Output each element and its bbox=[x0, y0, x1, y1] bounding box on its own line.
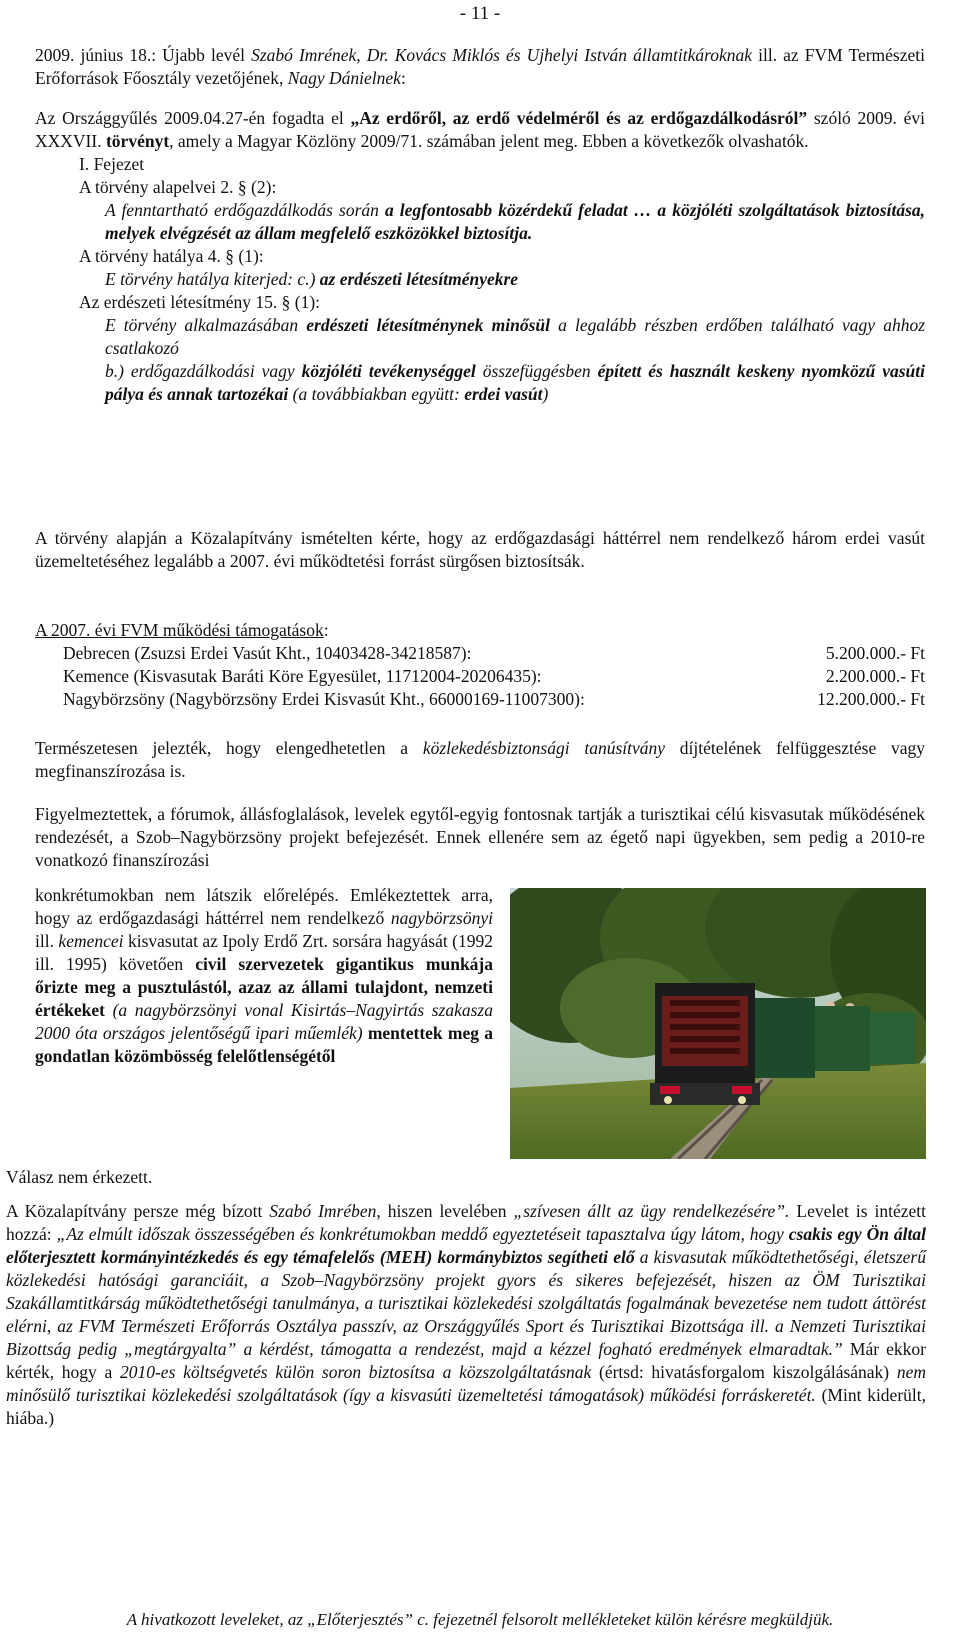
quote-railway: b.) erdőgazdálkodási vagy közjóléti tevékenységgel összefüggésben épített és használt keskeny nyomközű vasúti pálya és annak tartozékai (a továbbiakban együtt: erdei vasút) bbox=[105, 361, 925, 404]
scope-heading: A törvény hatálya 4. § (1): bbox=[79, 246, 264, 266]
support-row: Nagybörzsöny (Nagybörzsöny Erdei Kisvasút Kht., 66000169-11007300): 12.200.000.- Ft bbox=[63, 689, 925, 709]
support-title: A 2007. évi FVM működési támogatások: bbox=[35, 620, 329, 640]
warning-paragraph-continued: konkrétumokban nem látszik előrelépés. Emlékeztettek arra, hogy az erdőgazdasági háttérrel nem rendelkező nagybörzsönyi ill. kemencei kisvasutat az Ipoly Erdő Zrt. sorsára hagyását (1992 ill. 1995) követően civil szervezetek gigantikus munkája őrizte meg a pusztulástól, azaz az állami tulajdont, nemzeti értékeket (a nagybörzsönyi vonal Kisirtás–Nagyirtás szakasza 2000 óta országos jelentőségű ipari műemlék) mentettek meg a gondatlan közömbösség felelőtlenségétől bbox=[35, 885, 494, 1066]
law-paragraph: Az Országgyűlés 2009.04.27-én fogadta el „Az erdőről, az erdő védelméről és az erdőgazdálkodásról” szóló 2009. évi XXXVII. törvényt, amely a Magyar Közlöny 2009/71. számában jelent meg. Ebben a következők olvashatók. I. Fejezet A törvény alapelvei 2. § (2): A fenntartható erdőgazdálkodás során a legfontosabb közérdekű feladat … a közjóléti szolgáltatások biztosítása, melyek elvégzését az állam megfelelő eszközökkel biztosítja. A törvény hatálya 4. § (1): E törvény hatálya kiterjed: c.) az erdészeti létesítményekre Az erdészeti létesítmény 15. § (1): E törvény alkalmazásában erdészeti létesítménynek minősül a legalább részben erdőben található vagy ahhoz csatlakozó b.) erdőgazdálkodási vagy közjóléti tevékenységgel összefüggésben épített és használt keskeny nyomközű vasúti pálya és annak tartozékai (a továbbiakban együtt: erdei vasút) bbox=[35, 108, 926, 404]
train-photo-illustration bbox=[510, 888, 926, 1159]
final-paragraph: A Közalapítvány persze még bízott Szabó Imrében, hiszen levelében „szívesen állt az ügy rendelkezésére”. Levelet is intézett hozzá: „Az elmúlt időszak összességében és konkrétumokban meddő egyeztetéseit tapasztalva úgy látom, hogy csakis egy Ön által előterjesztett kormányintézkedés és egy témafelelős (MEH) kormánybiztos segítheti elő a kisvasutak működtethetőségi, életszerű közlekedési hatósági garanciáit, a Szob–Nagybörzsöny projekt gyors és sikeres befejezését, hiszen az ÖM Turisztikai Szakállamtitkárság működtethetőségi tanulmánya, a turisztikai közlekedési szolgáltatás fogalmának bevezetése nem tudott áttörést elérni, az FVM Természeti Erőforrás Osztálya passzív, az Országgyűlés Sport és Turisztikai Bizottsága ill. a Nemzeti Turisztikai Bizottság pedig „megtárgyalta” a kérdést, támogatta a rendezést, majd a kézzel fogható eredmények elmaradtak.” Már ekkor kérték, hogy a 2010-es költségvetés külön soron biztosítsa a közszolgáltatásnak (értsd: hivatásforgalom kiszolgálásának) nem minősülő turisztikai közlekedési szolgáltatások (így a kisvasúti üzemeltetési támogatások) működési forráskeretét. (Mint kiderült, hiába.) bbox=[6, 1201, 927, 1428]
warning-paragraph: Figyelmeztettek, a fórumok, állásfoglalások, levelek egytől-egyig fontosnak tartják a turisztikai célú kisvasutak működésének rendezését, a Szob–Nagybörzsöny projekt befejezését. Ennek ellenére sem az égető napi ügyekben, sem pedig a 2010-re vonatkozó finanszírozási bbox=[35, 804, 925, 870]
quote-principles: A fenntartható erdőgazdálkodás során a legfontosabb közérdekű feladat … a közjóléti szolgáltatások biztosítása, melyek elvégzését az állam megfelelő eszközökkel biztosítja. bbox=[105, 200, 926, 243]
no-reply-line: Válasz nem érkezett. bbox=[6, 1167, 153, 1187]
support-row: Kemence (Kisvasutak Baráti Köre Egyesület, 11712004-20206435): 2.200.000.- Ft bbox=[63, 666, 925, 686]
quote-facility: E törvény alkalmazásában erdészeti létesítménynek minősül a legalább részben erdőben található vagy ahhoz csatlakozó bbox=[105, 315, 925, 358]
principles-heading: A törvény alapelvei 2. § (2): bbox=[79, 177, 277, 197]
note-paragraph: Természetesen jelezték, hogy elengedhetetlen a közlekedésbiztonsági tanúsítvány díjtételének felfüggesztése vagy megfinanszírozása is. bbox=[35, 738, 925, 781]
quote-scope: E törvény hatálya kiterjed: c.) az erdészeti létesítményekre bbox=[105, 269, 519, 289]
forest-railway-photo bbox=[510, 888, 926, 1159]
chapter-title: I. Fejezet bbox=[79, 154, 145, 174]
letter-heading: 2009. június 18.: Újabb levél Szabó Imrének, Dr. Kovács Miklós és Ujhelyi István államtitkároknak ill. az FVM Természeti Erőforrások Főosztály vezetőjének, Nagy Dánielnek: bbox=[35, 45, 925, 88]
facility-heading: Az erdészeti létesítmény 15. § (1): bbox=[79, 292, 321, 312]
support-row: Debrecen (Zsuzsi Erdei Vasút Kht., 10403428-34218587): 5.200.000.- Ft bbox=[63, 643, 925, 663]
footer-note: A hivatkozott leveleket, az „Előterjesztés” c. fejezetnél felsorolt mellékleteket külön kérésre megküldjük. bbox=[126, 1610, 834, 1629]
support-list bbox=[35, 619, 925, 711]
page-number: - 11 - bbox=[459, 3, 501, 24]
request-paragraph: A törvény alapján a Közalapítvány ismételten kérte, hogy az erdőgazdasági háttérrel nem rendelkező három erdei vasút üzemeltetéséhez legalább a 2007. évi működtetési forrást sürgősen biztosítsák. bbox=[35, 528, 925, 571]
